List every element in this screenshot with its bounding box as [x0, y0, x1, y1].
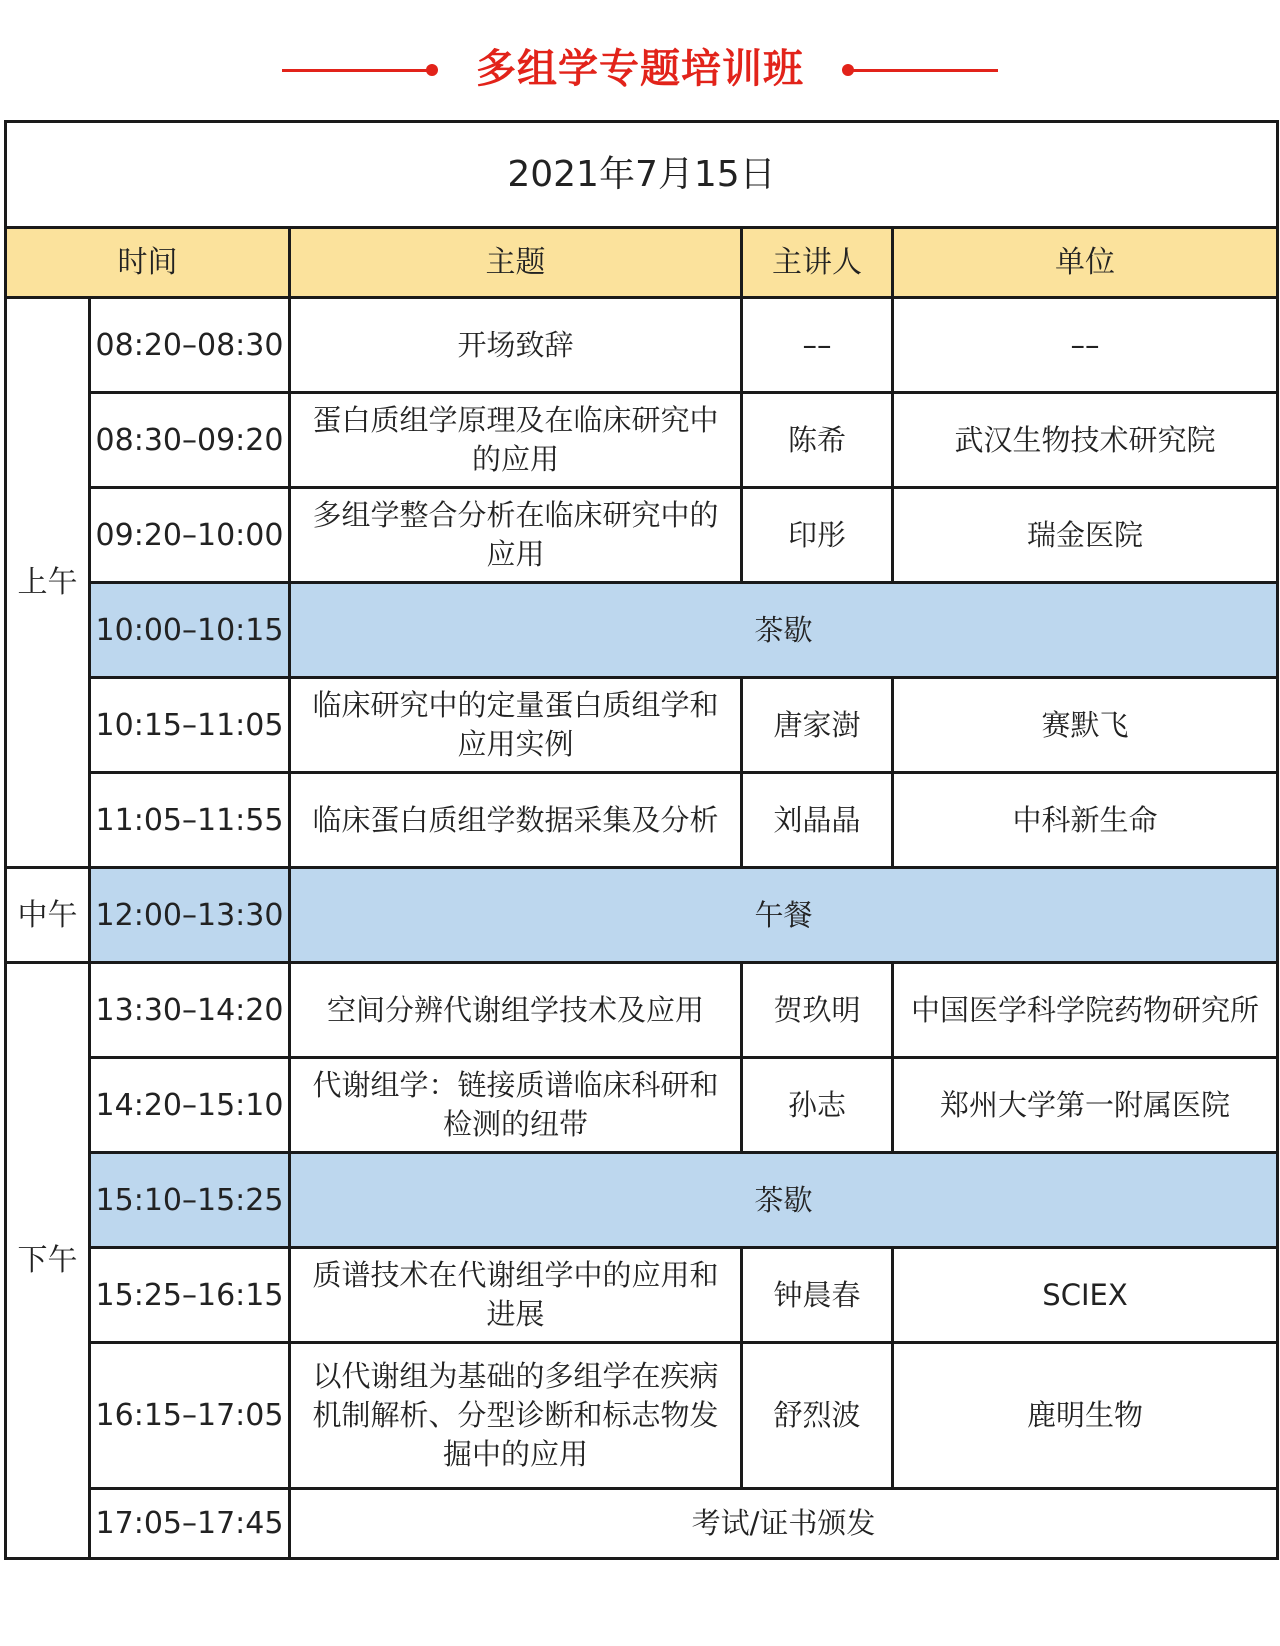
session-time: 08:30–09:20	[90, 393, 290, 488]
table-row	[6, 678, 1278, 773]
table-row	[6, 1248, 1278, 1343]
session-speaker: 贺玖明	[742, 963, 893, 1058]
table-row	[6, 1058, 1278, 1153]
session-topic: 空间分辨代谢组学技术及应用	[290, 963, 742, 1058]
title-divider-left	[282, 69, 430, 72]
session-unit: 赛默飞	[893, 678, 1278, 773]
page-title: 多组学专题培训班	[476, 46, 804, 92]
session-unit: SCIEX	[893, 1248, 1278, 1343]
session-speaker: 印彤	[742, 488, 893, 583]
session-topic: 多组学整合分析在临床研究中的应用	[290, 488, 742, 583]
table-row	[6, 393, 1278, 488]
session-time: 14:20–15:10	[90, 1058, 290, 1153]
break-label: 茶歇	[290, 583, 1278, 678]
header-speaker: 主讲人	[742, 228, 893, 298]
header-row	[6, 228, 1278, 298]
session-speaker: 唐家澍	[742, 678, 893, 773]
session-time: 09:20–10:00	[90, 488, 290, 583]
break-row	[6, 583, 1278, 678]
session-time: 11:05–11:55	[90, 773, 290, 868]
period-morning: 上午	[6, 298, 90, 868]
session-time: 15:25–16:15	[90, 1248, 290, 1343]
session-topic: 考试/证书颁发	[290, 1489, 1278, 1559]
session-unit: 瑞金医院	[893, 488, 1278, 583]
header-time: 时间	[6, 228, 290, 298]
period-afternoon: 下午	[6, 963, 90, 1559]
title-divider-right	[850, 69, 998, 72]
header-topic: 主题	[290, 228, 742, 298]
session-unit: 郑州大学第一附属医院	[893, 1058, 1278, 1153]
session-time: 08:20–08:30	[90, 298, 290, 393]
session-speaker: 舒烈波	[742, 1343, 893, 1489]
session-speaker: 陈希	[742, 393, 893, 488]
break-time: 15:10–15:25	[90, 1153, 290, 1248]
session-topic: 临床研究中的定量蛋白质组学和应用实例	[290, 678, 742, 773]
schedule-table	[4, 120, 1279, 1560]
session-speaker: ––	[742, 298, 893, 393]
session-time: 13:30–14:20	[90, 963, 290, 1058]
session-topic: 质谱技术在代谢组学中的应用和进展	[290, 1248, 742, 1343]
page-title-banner	[0, 38, 1280, 100]
session-topic: 代谢组学：链接质谱临床科研和检测的纽带	[290, 1058, 742, 1153]
session-speaker: 刘晶晶	[742, 773, 893, 868]
title-dot-left	[426, 64, 438, 76]
table-row	[6, 963, 1278, 1058]
table-row	[6, 1489, 1278, 1559]
session-speaker: 孙志	[742, 1058, 893, 1153]
session-time: 10:15–11:05	[90, 678, 290, 773]
session-speaker: 钟晨春	[742, 1248, 893, 1343]
date-row	[6, 122, 1278, 228]
table-row	[6, 1343, 1278, 1489]
session-topic: 以代谢组为基础的多组学在疾病机制解析、分型诊断和标志物发掘中的应用	[290, 1343, 742, 1489]
session-topic: 蛋白质组学原理及在临床研究中的应用	[290, 393, 742, 488]
session-topic: 开场致辞	[290, 298, 742, 393]
session-unit: 鹿明生物	[893, 1343, 1278, 1489]
break-label: 茶歇	[290, 1153, 1278, 1248]
break-row	[6, 868, 1278, 963]
table-row	[6, 773, 1278, 868]
break-time: 10:00–10:15	[90, 583, 290, 678]
session-unit: 中科新生命	[893, 773, 1278, 868]
schedule-date: 2021年7月15日	[6, 122, 1278, 228]
table-row	[6, 298, 1278, 393]
break-time: 12:00–13:30	[90, 868, 290, 963]
session-time: 17:05–17:45	[90, 1489, 290, 1559]
period-noon: 中午	[6, 868, 90, 963]
session-topic: 临床蛋白质组学数据采集及分析	[290, 773, 742, 868]
session-unit: 中国医学科学院药物研究所	[893, 963, 1278, 1058]
break-label: 午餐	[290, 868, 1278, 963]
session-unit: ––	[893, 298, 1278, 393]
session-time: 16:15–17:05	[90, 1343, 290, 1489]
header-unit: 单位	[893, 228, 1278, 298]
break-row	[6, 1153, 1278, 1248]
session-unit: 武汉生物技术研究院	[893, 393, 1278, 488]
table-row	[6, 488, 1278, 583]
